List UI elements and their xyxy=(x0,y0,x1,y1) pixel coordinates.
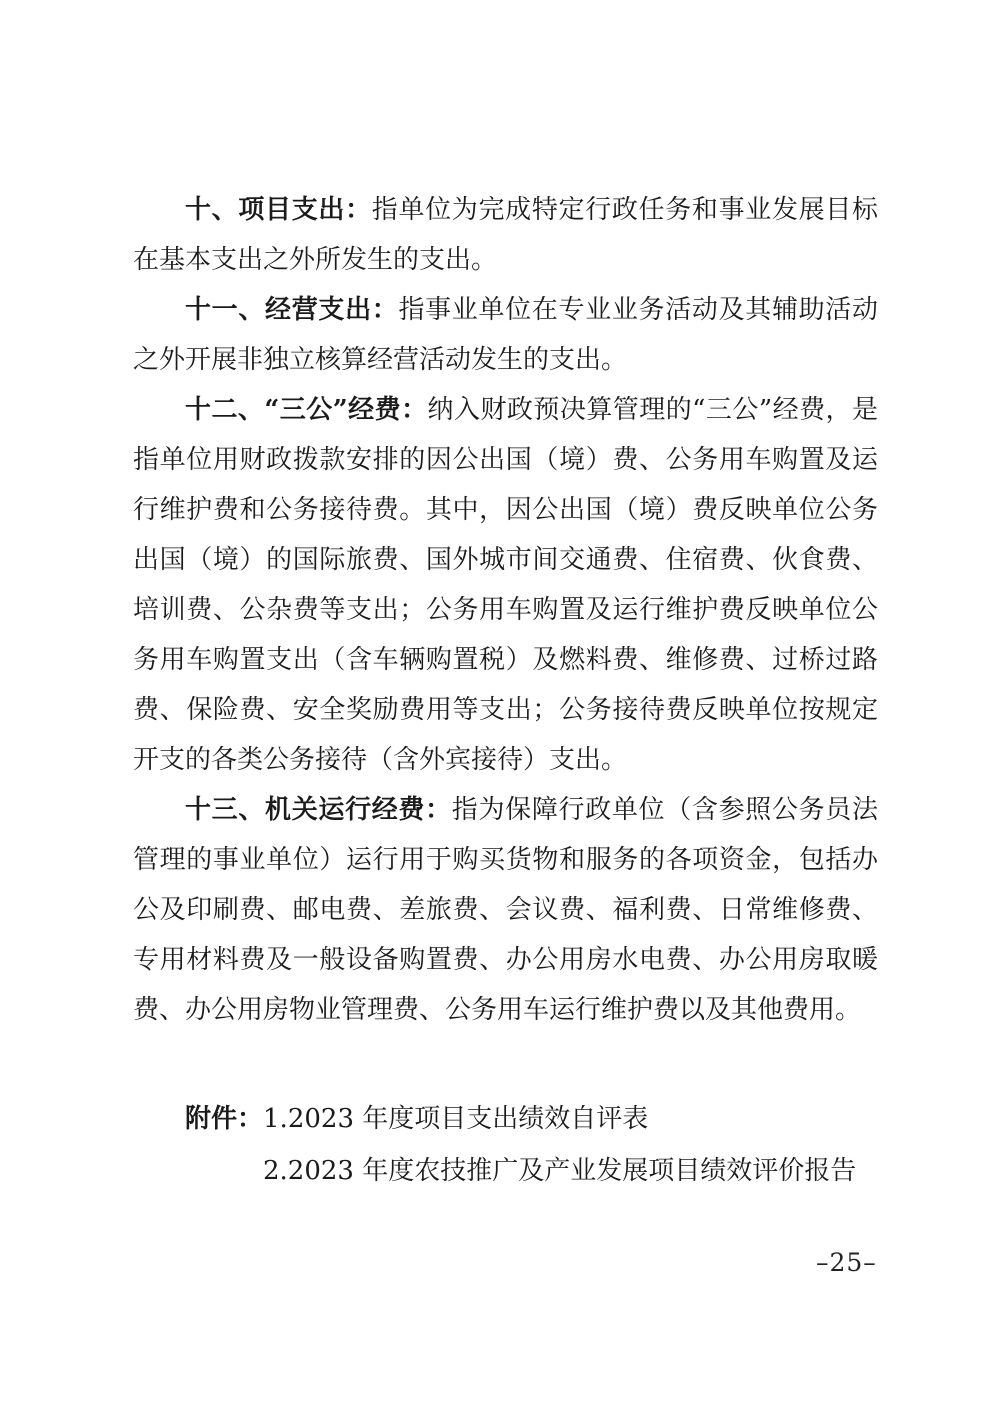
attachments-block xyxy=(133,1093,878,1197)
section-body-13: 指为保障行政单位（含参照公务员法管理的事业单位）运行用于购买货物和服务的各项资金，包括办公及印刷费、邮电费、差旅费、会议费、福利费、日常维修费、专用材料费及一般设备购置费、办公用房水电费、办公用房取暖费、办公用房物业管理费、公务用车运行维护费以及其他费用。 xyxy=(133,795,878,1025)
attachment-item-1-text: 1.2023 年度项目支出绩效自评表 xyxy=(263,1104,649,1134)
section-label-13: 十三、机关运行经费： xyxy=(185,795,452,825)
attachment-item xyxy=(133,1093,878,1145)
section-label-12: 十二、“三公”经费： xyxy=(185,395,428,425)
document-body xyxy=(133,185,878,1197)
attachments-label: 附件： xyxy=(185,1104,264,1134)
page-number: –25– xyxy=(816,1248,877,1277)
attachment-item xyxy=(133,1145,878,1197)
section-label-11: 十一、经营支出： xyxy=(185,295,399,325)
section-body-11: 指事业单位在专业业务活动及其辅助活动之外开展非独立核算经营活动发生的支出。 xyxy=(133,295,878,375)
attachment-item-2-text: 2.2023 年度农技推广及产业发展项目绩效评价报告 xyxy=(263,1156,857,1186)
section-paragraph-10 xyxy=(133,185,878,285)
section-paragraph-13 xyxy=(133,785,878,1035)
section-paragraph-11 xyxy=(133,285,878,385)
section-label-10: 十、项目支出： xyxy=(185,195,372,225)
section-paragraph-12 xyxy=(133,385,878,785)
section-body-10: 指单位为完成特定行政任务和事业发展目标在基本支出之外所发生的支出。 xyxy=(133,195,878,275)
section-body-12: 纳入财政预决算管理的“三公”经费，是指单位用财政拨款安排的因公出国（境）费、公务用车购置及运行维护费和公务接待费。其中，因公出国（境）费反映单位公务出国（境）的国际旅费、国外城市间交通费、住宿费、伙食费、培训费、公杂费等支出；公务用车购置及运行维护费反映单位公务用车购置支出（含车辆购置税）及燃料费、维修费、过桥过路费、保险费、安全奖励费用等支出；公务接待费反映单位按规定开支的各类公务接待（含外宾接待）支出。 xyxy=(133,395,878,775)
